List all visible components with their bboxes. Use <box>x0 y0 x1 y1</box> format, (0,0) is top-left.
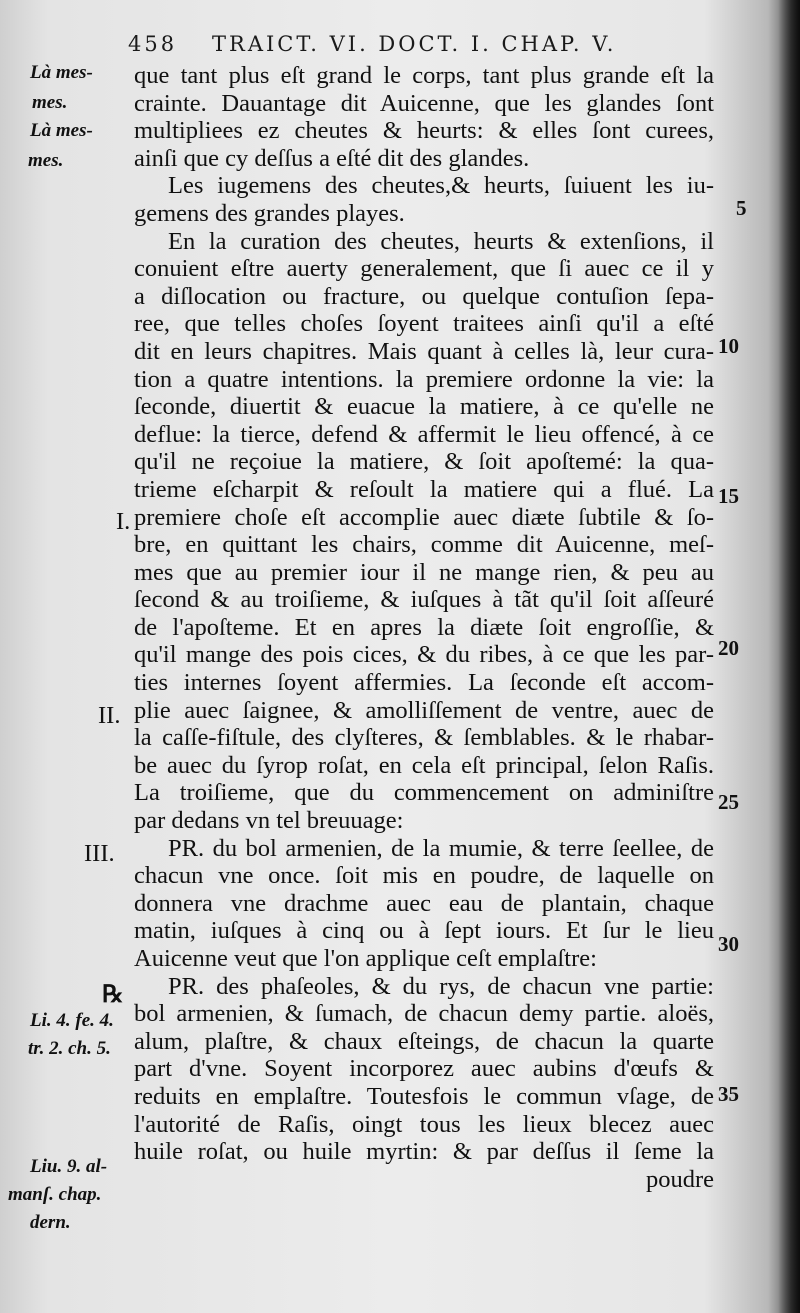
text-line: reduits en emplaſtre. Toutesfois le commun vſage, de <box>134 1082 714 1110</box>
text-line: bol armenien, & ſumach, de chacun demy partie. aloës, <box>134 1000 714 1028</box>
line-number: 30 <box>718 932 739 956</box>
text-line: ainſi que cy deſſus a eſté dit des glandes. <box>134 144 530 172</box>
line-number: 10 <box>718 334 739 358</box>
text-line: matin, iuſques à cinq ou à ſept iours. Et ſur le lieu <box>134 917 714 945</box>
text-line: l'autorité de Raſis, oingt tous les lieux blecez auec <box>134 1110 714 1138</box>
text-line: PR. des phaſeoles, & du rys, de chacun vne partie: <box>168 972 714 1000</box>
text-line: trieme eſcharpit & reſoult la matiere qui a flué. La <box>134 475 714 503</box>
line-number: 5 <box>736 196 747 220</box>
page-edge-shadow <box>778 0 800 1313</box>
text-line: ties internes ſoyent affermies. La ſeconde eſt accom- <box>134 669 714 697</box>
margin-note: mes. <box>32 92 68 113</box>
line-number: 35 <box>718 1082 739 1106</box>
text-line: Les iugemens des cheutes,& heurts, ſuiuent les iu- <box>168 172 714 200</box>
text-line: part d'vne. Soyent incorporez auec aubins d'œufs & <box>134 1055 714 1083</box>
text-line: huile roſat, ou huile myrtin: & par deſſus il ſeme la <box>134 1138 714 1166</box>
section-marker: II. <box>98 702 121 729</box>
text-line: multipliees ez cheutes & heurts: & elles ſont curees, <box>134 117 714 145</box>
text-line: dit en leurs chapitres. Mais quant à celles là, leur cura- <box>134 337 714 365</box>
text-line: de l'apoſteme. Et en apres la diæte ſoit engroſſie, & <box>134 613 714 641</box>
text-line: ſecond & au troiſieme, & iuſques à tãt qu'il ſoit aſſeuré <box>134 586 714 614</box>
text-line: a diſlocation ou fracture, ou quelque contuſion ſepa- <box>134 282 714 310</box>
margin-note: Là mes- <box>30 120 93 141</box>
text-line: bre, en quittant les chairs, comme dit Auicenne, meſ- <box>134 531 714 559</box>
text-line: deflue: la tierce, defend & affermit le lieu offencé, à ce <box>134 420 714 448</box>
text-line: alum, plaſtre, & chaux eſteings, de chacun la quarte <box>134 1027 714 1055</box>
margin-note: Liu. 9. al- <box>30 1156 108 1177</box>
text-line: conuient eſtre auerty generalement, que ſi auec ce il y <box>134 255 714 283</box>
margin-note: dern. <box>30 1212 71 1233</box>
margin-note: Là mes- <box>30 62 93 83</box>
text-column <box>134 62 714 1193</box>
recipe-symbol: ℞ <box>102 982 124 1008</box>
margin-note: mes. <box>28 150 64 171</box>
text-line: qu'il mange des pois cices, & du ribes, à ce que les par- <box>134 641 714 669</box>
line-number: 25 <box>718 790 739 814</box>
catchword: poudre <box>645 1165 714 1193</box>
running-header <box>120 30 720 60</box>
text-line: mes que au premier iour il ne mange rien, & peu au <box>134 558 714 586</box>
section-marker: III. <box>84 840 115 867</box>
section-marker: I. <box>116 508 131 535</box>
text-line: En la curation des cheutes, heurts & extenſions, il <box>168 227 714 255</box>
text-line: chacun vne once. ſoit mis en poudre, de laquelle on <box>134 862 714 890</box>
text-line: qu'il ne reçoiue la matiere, & ſoit apoſtemé: la qua- <box>134 448 714 476</box>
text-line: la caſſe-fiſtule, des clyſteres, & ſemblables. & le rhabar- <box>134 724 714 752</box>
text-line: crainte. Dauantage dit Auicenne, que les glandes ſont <box>134 89 714 117</box>
page-number: 458 <box>128 32 178 56</box>
text-line: La troiſieme, que du commencement on adminiſtre <box>134 779 714 807</box>
running-head-title: TRAICT. VI. DOCT. I. CHAP. V. <box>212 32 617 56</box>
text-line: premiere choſe eſt accomplie auec diæte ſubtile & ſo- <box>134 503 714 531</box>
text-line: tion a quatre intentions. la premiere ordonne la vie: la <box>134 365 714 393</box>
text-line: be auec du ſyrop roſat, en cela eſt principal, ſelon Raſis. <box>134 751 714 779</box>
text-line: que tant plus eſt grand le corps, tant plus grande eſt la <box>134 62 714 89</box>
line-number: 20 <box>718 636 739 660</box>
text-line: PR. du bol armenien, de la mumie, & terre ſeellee, de <box>168 834 714 862</box>
text-line: gemens des grandes playes. <box>134 199 405 227</box>
line-number: 15 <box>718 484 739 508</box>
text-line: Auicenne veut que l'on applique ceſt emplaſtre: <box>134 945 597 972</box>
text-line: ree, que telles choſes ſoyent traitees ainſi qu'il a eſté <box>134 310 714 338</box>
text-line: par dedans vn tel breuuage: <box>134 807 404 835</box>
margin-note: Li. 4. fe. 4. <box>30 1010 114 1031</box>
text-line: donnera vne drachme auec eau de plantain, chaque <box>134 889 714 917</box>
text-line: ſeconde, diuertit & euacue la matiere, à ce qu'elle ne <box>134 393 714 421</box>
margin-note: manſ. chap. <box>8 1184 102 1205</box>
margin-note: tr. 2. ch. 5. <box>28 1038 111 1059</box>
text-line: plie auec ſaignee, & amolliſſement de ventre, auec de <box>134 696 714 724</box>
